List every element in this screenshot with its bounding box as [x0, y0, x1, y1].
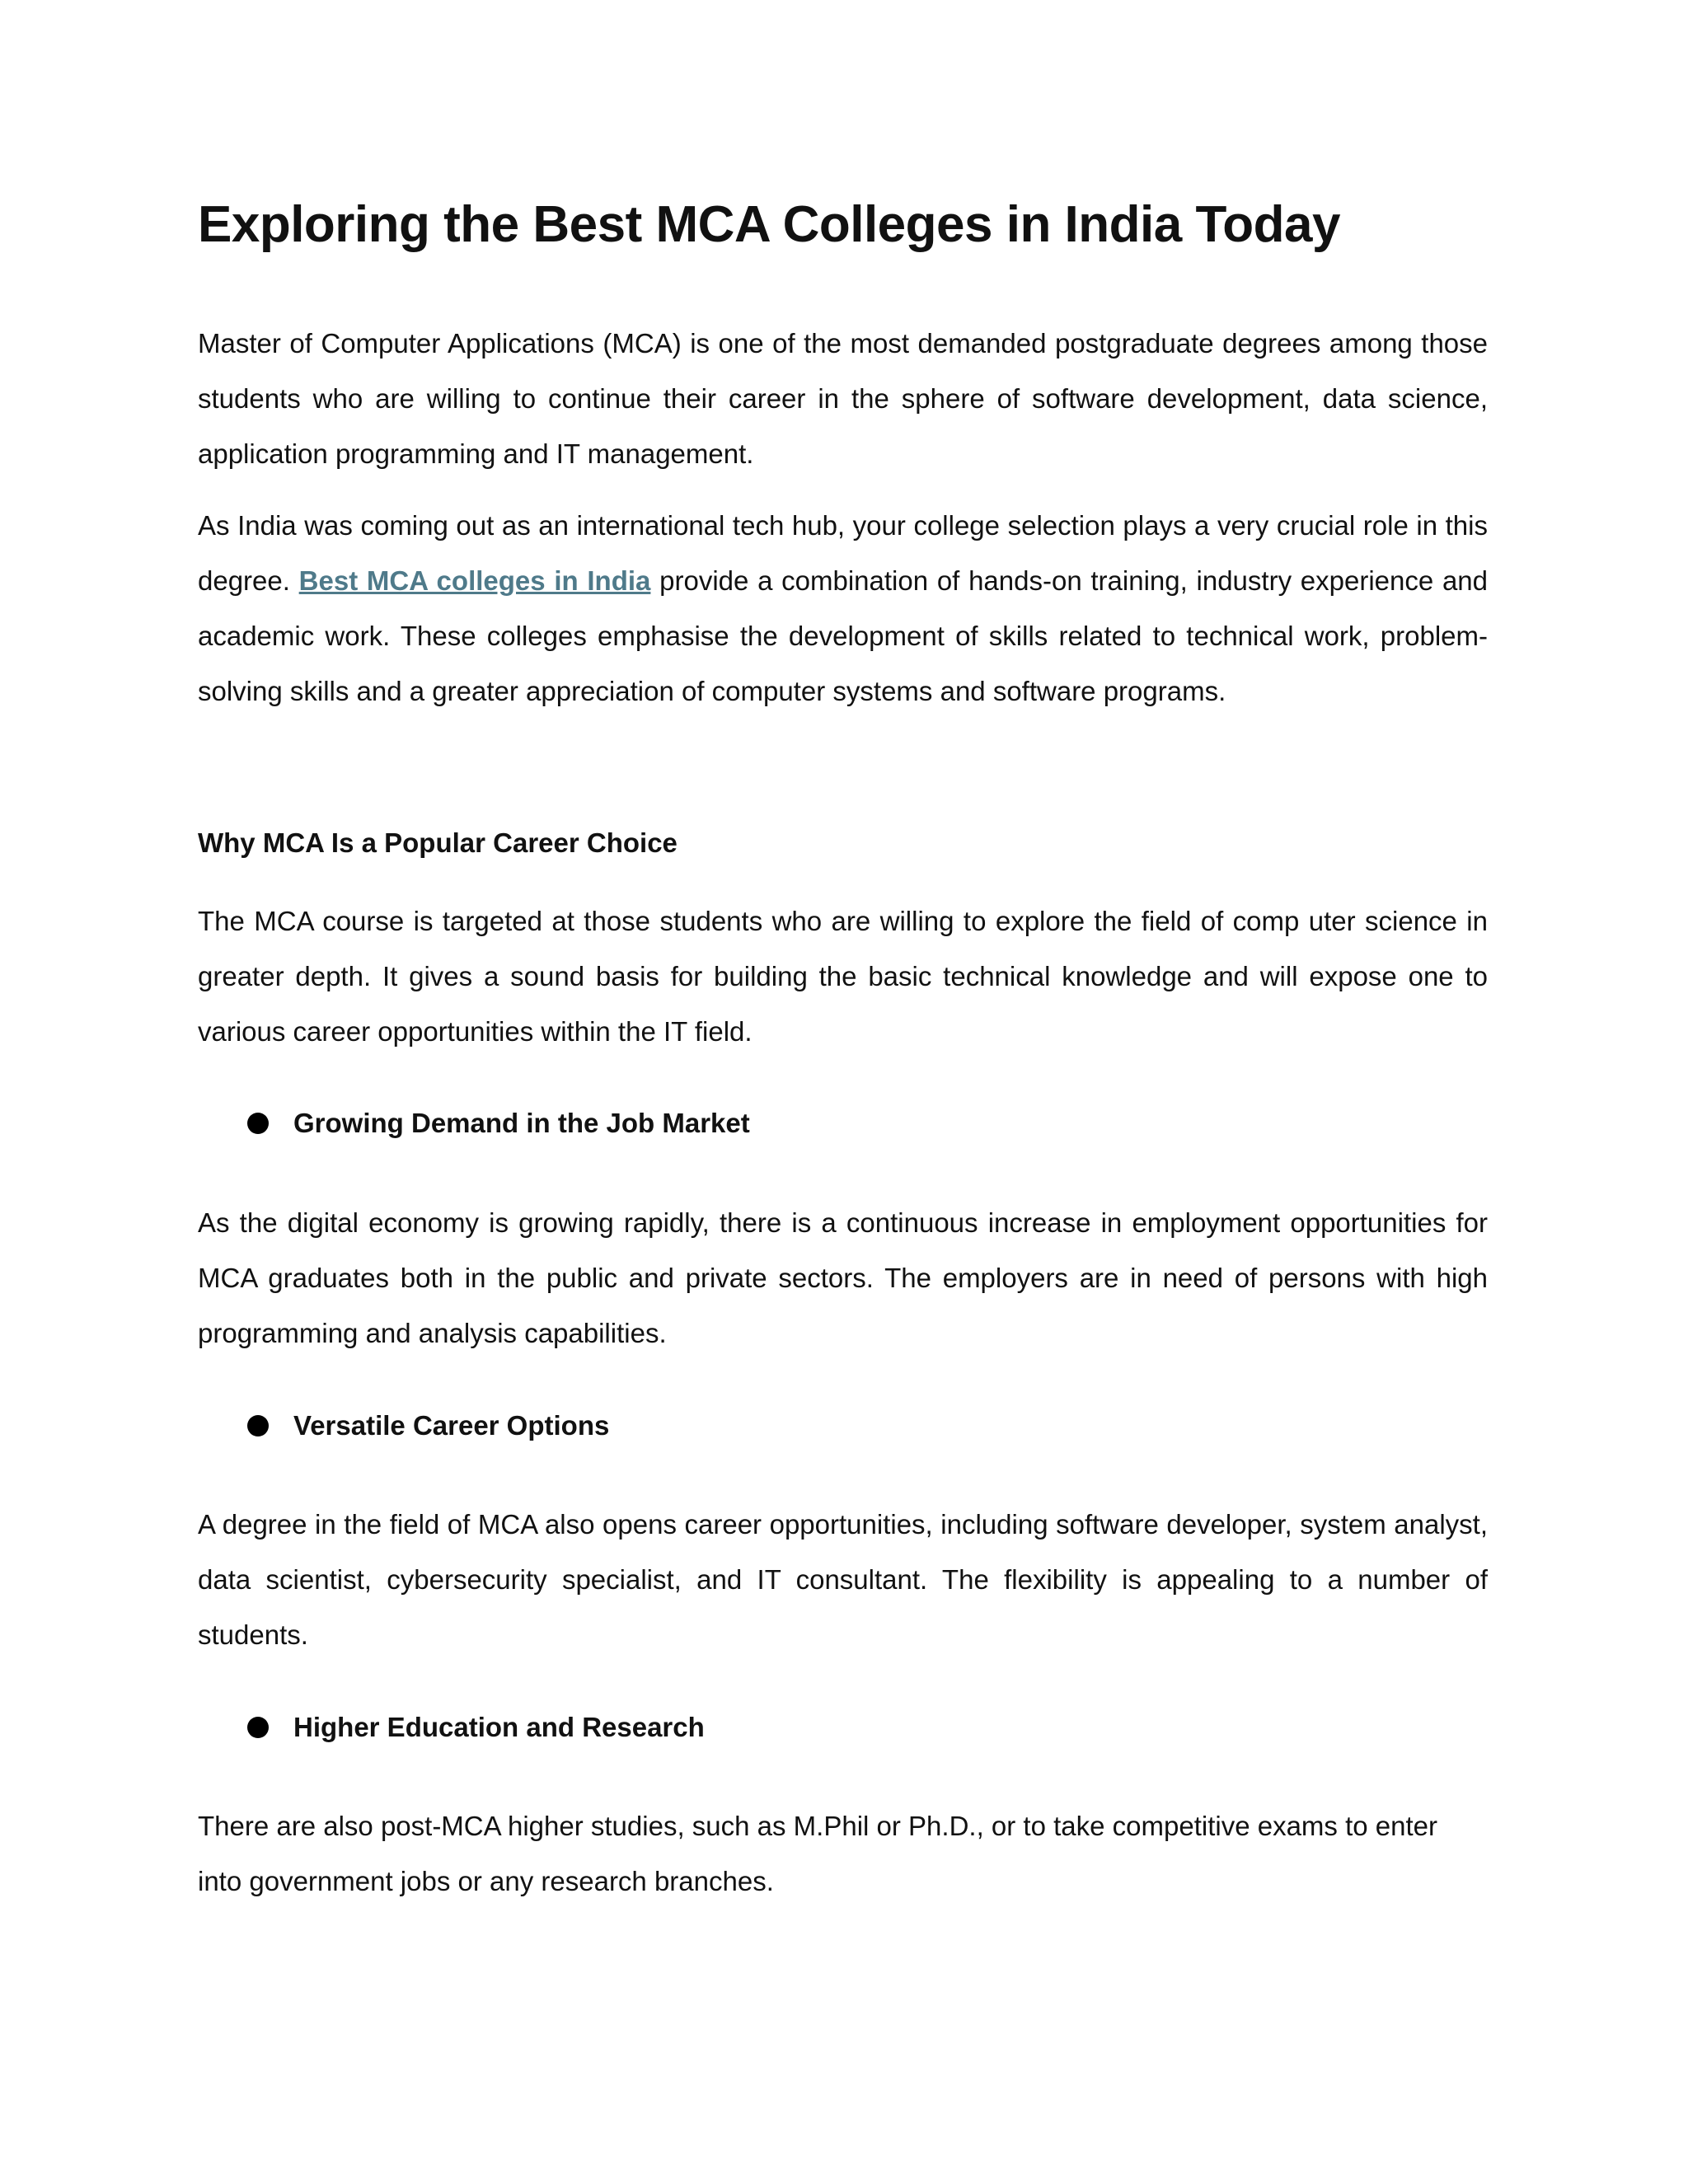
- best-mca-colleges-link[interactable]: Best MCA colleges in India: [298, 565, 651, 596]
- career-options-paragraph: A degree in the field of MCA also opens career opportunities, including software developer, system analyst, data scientist, cybersecurity specialist, and IT consultant. The flexibility is appealing to a number of students.: [198, 1509, 1488, 1650]
- section-intro-paragraph: The MCA course is targeted at those students who are willing to explore the field of comp uter science in greater depth. It gives a sound basis for building the basic technical knowledge and will expose one to various career opportunities within the IT field.: [198, 906, 1488, 1047]
- bullet-item-higher-education: [247, 1711, 705, 1744]
- bullet-dot-icon: [247, 1415, 269, 1436]
- intro-paragraph: Master of Computer Applications (MCA) is one of the most demanded postgraduate degrees among those students who are willing to continue their career in the sphere of software development, data science, application programming and IT management.: [198, 328, 1488, 469]
- document-title: Exploring the Best MCA Colleges in India Today: [198, 196, 1340, 253]
- bullet-heading: Growing Demand in the Job Market: [293, 1108, 750, 1138]
- bullet-heading: Versatile Career Options: [293, 1410, 610, 1441]
- second-paragraph: [198, 498, 1488, 719]
- bullet-heading: Higher Education and Research: [293, 1712, 705, 1742]
- higher-education-paragraph: There are also post-MCA higher studies, such as M.Phil or Ph.D., or to take competitive exams to enter into government jobs or any research branches.: [198, 1811, 1437, 1896]
- bullet-item-job-market: [247, 1107, 750, 1140]
- section-heading: Why MCA Is a Popular Career Choice: [198, 827, 678, 858]
- second-paragraph-text-end: provide a combination of hands-on training, industry experience and academic work. These colleges emphasise the development of skills related to technical work, problem-solving skills and a greater appreciation of computer systems and software programs.: [198, 565, 1489, 706]
- bullet-dot-icon: [247, 1717, 269, 1738]
- second-paragraph-text-start: As India was coming out as an international tech hub, your college selection plays a very crucial role in this degree.: [198, 510, 1488, 596]
- bullet-dot-icon: [247, 1113, 269, 1134]
- bullet-item-career-options: [247, 1409, 609, 1442]
- job-market-paragraph: As the digital economy is growing rapidly, there is a continuous increase in employment opportunities for MCA graduates both in the public and private sectors. The employers are in need of persons with high programming and analysis capabilities.: [198, 1207, 1488, 1348]
